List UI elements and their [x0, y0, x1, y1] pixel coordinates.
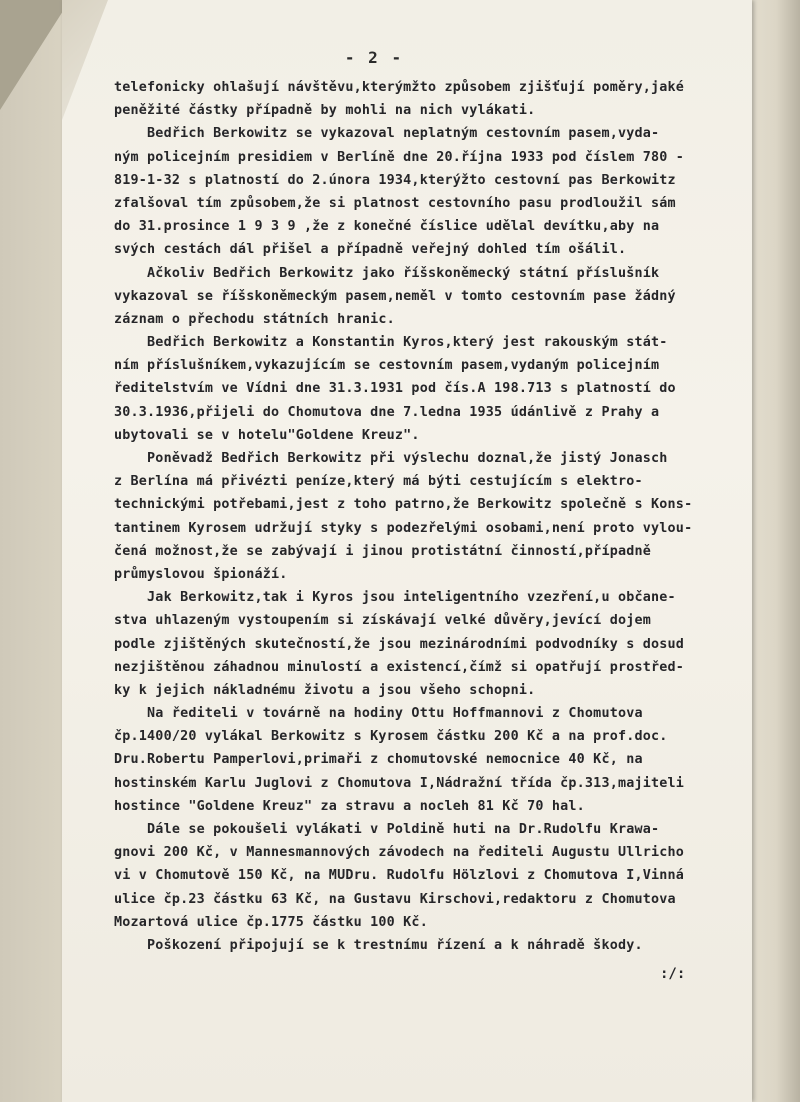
- text-line: záznam o přechodu státních hranic.: [114, 311, 395, 327]
- text-line: ním příslušníkem,vykazujícím se cestovním pasem,vydaným policejním: [114, 358, 660, 374]
- text-line: čená možnost,že se zabývají i jinou protistátní činností,případně: [114, 543, 652, 559]
- text-line: ky k jejich nákladnému životu a jsou všeho schopni.: [114, 682, 536, 698]
- text-line: průmyslovou špionáží.: [114, 566, 288, 582]
- text-line: ulice čp.23 částku 63 Kč, na Gustavu Kirschovi,redaktoru z Chomutova: [114, 891, 676, 907]
- text-line: z Berlína má přivézti peníze,který má býti cestujícím s elektro-: [114, 474, 643, 490]
- text-line: stva uhlazeným vystoupením si získávají velké důvěry,jevící dojem: [114, 613, 652, 629]
- text-line: Poškození připojují se k trestnímu řízení a k náhradě škody.: [114, 937, 643, 953]
- text-line: vi v Chomutově 150 Kč, na MUDru. Rudolfu Hölzlovi z Chomutova I,Vinná: [114, 868, 685, 884]
- text-line: hostince "Goldene Kreuz" za stravu a nocleh 81 Kč 70 hal.: [114, 798, 585, 814]
- text-line: čp.1400/20 vylákal Berkowitz s Kyrosem částku 200 Kč a na prof.doc.: [114, 729, 668, 745]
- text-line: hostinském Karlu Juglovi z Chomutova I,Nádražní třída čp.313,majiteli: [114, 775, 685, 791]
- page-number: - 2 -: [344, 48, 404, 67]
- text-line: Jak Berkowitz,tak i Kyros jsou inteligentního vzezření,u občane-: [114, 590, 676, 606]
- text-line: Na řediteli v továrně na hodiny Ottu Hoffmannovi z Chomutova: [114, 706, 643, 722]
- text-line: 819-1-32 s platností do 2.února 1934,kterýžto cestovní pas Berkowitz: [114, 172, 676, 188]
- continuation-mark: :/:: [660, 966, 686, 982]
- text-line: ným policejním presidiem v Berlíně dne 20.října 1933 pod číslem 780 -: [114, 149, 685, 165]
- text-line: zfalšoval tím způsobem,že si platnost cestovního pasu prodloužil sám: [114, 195, 676, 211]
- text-line: peněžité částky případně by mohli na nich vylákati.: [114, 103, 536, 119]
- text-line: Bedřich Berkowitz se vykazoval neplatným cestovním pasem,vyda-: [114, 126, 660, 142]
- document-body: [114, 76, 754, 957]
- text-line: telefonicky ohlašují návštěvu,kterýmžto způsobem zjišťují poměry,jaké: [114, 80, 685, 95]
- text-line: gnovi 200 Kč, v Mannesmannových závodech na řediteli Augustu Ullricho: [114, 845, 685, 861]
- text-line: 30.3.1936,přijeli do Chomutova dne 7.ledna 1935 údánlivě z Prahy a: [114, 404, 660, 420]
- text-line: vykazoval se říšskoněmeckým pasem,neměl v tomto cestovním pase žádný: [114, 288, 676, 304]
- text-line: podle zjištěných skutečností,že jsou mezinárodními podvodníky s dosud: [114, 636, 685, 652]
- text-line: do 31.prosince 1 9 3 9 ,že z konečné číslice udělal devítku,aby na: [114, 219, 660, 235]
- text-line: Mozartová ulice čp.1775 částku 100 Kč.: [114, 914, 428, 930]
- text-line: svých cestách dál přišel a případně veřejný dohled tím ošálil.: [114, 242, 627, 258]
- text-line: Bedřich Berkowitz a Konstantin Kyros,který jest rakouským stát-: [114, 335, 668, 351]
- text-line: technickými potřebami,jest z toho patrno,že Berkowitz společně s Kons-: [114, 497, 693, 513]
- text-line: ubytovali se v hotelu"Goldene Kreuz".: [114, 427, 420, 443]
- text-line: nezjištěnou záhadnou minulostí a existencí,čímž si opatřují prostřed-: [114, 659, 685, 675]
- text-line: Poněvadž Bedřich Berkowitz při výslechu doznal,že jistý Jonasch: [114, 451, 668, 466]
- folded-corner: [62, 0, 108, 120]
- text-line: Dále se pokoušeli vylákati v Poldině huti na Dr.Rudolfu Krawa-: [114, 822, 660, 837]
- text-line: ředitelstvím ve Vídni dne 31.3.1931 pod čís.A 198.713 s platností do: [114, 381, 676, 397]
- text-line: Ačkoliv Bedřich Berkowitz jako říšskoněmecký státní příslušník: [114, 265, 660, 281]
- text-line: tantinem Kyrosem udržují styky s podezřelými osobami,není proto vylou-: [114, 520, 693, 536]
- text-line: Dru.Robertu Pamperlovi,primaři z chomutovské nemocnice 40 Kč, na: [114, 752, 643, 768]
